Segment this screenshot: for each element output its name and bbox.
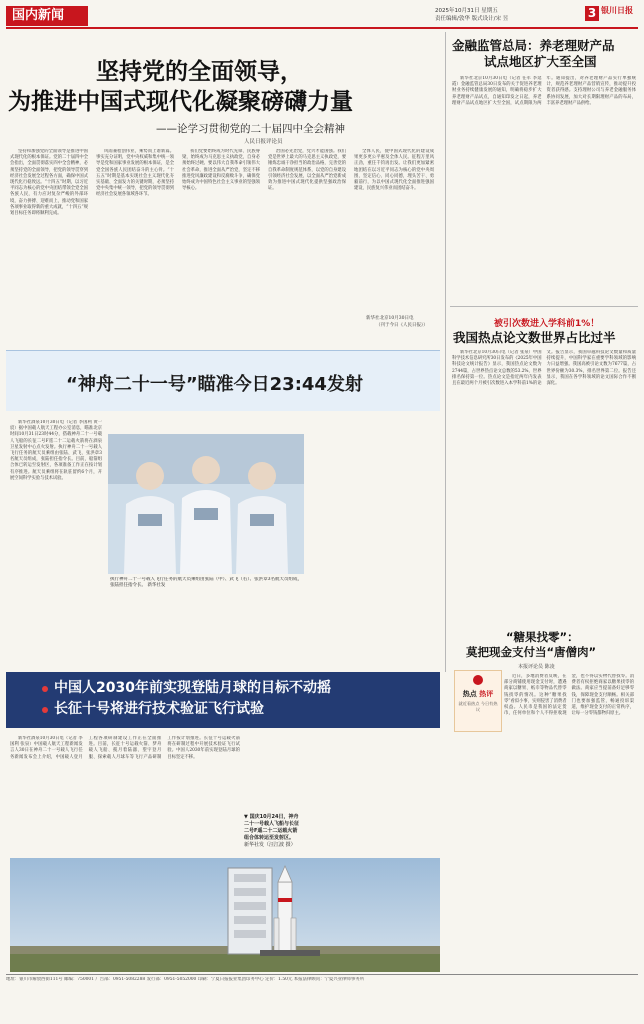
commentary-title-line2: 莫把现金支付当“唐僧肉” [466, 645, 597, 659]
finance-body: 新华社北京10月30日电（记者 任军 李延霞）金融监管总局30日发布的关于促进养老理财业务持续健康发展的通知，明确将稳步扩大养老理财产品试点，自通知印发之日起，养老理财产品试点地区扩大至全国，试点期限为两年。通知提出，对养老理财产品实行单独统计，规范养老理财产品营销宣传，推动提升投资者获得感。支持理财公司与养老金融服务体系协同发展，加大对长期限理财产品的布局，丰富养老理财产品供给。 [452, 76, 636, 106]
moon-photo-caption: ▼ 国庆10月24日，神舟二十一号载人飞船与长征二号F遥二十二运载火箭组合体转运至发射区。 新华社发（汪江波 摄） [244, 814, 300, 848]
issue-date: 2025年10月31日 星期五 [435, 8, 498, 14]
column-divider [445, 32, 446, 672]
brand-logo: 银川日报 [601, 5, 633, 15]
header-rule [6, 27, 638, 29]
moon-body-right [244, 736, 302, 816]
moon-body: 新华社酒泉10月30日电（记者 李国利 张泉）中国载人航天工程新闻发言人30日在神舟二十一号载人飞行任务新闻发布会上介绍，中国载人登月工程各项研制建设工作正在全面推进。目前，长征十号运载火箭、梦舟载人飞船、揽月着陆器、望宇登月服、探索载人月球车等飞行产品研制工作按计划推进。长征十号运载火箭将在研制过程中开展技术验证飞行试验。中国人2030年前实现登陆月球的目标坚定不移。 [10, 736, 240, 760]
bullet-icon [42, 686, 48, 692]
lead-col-3: 我们党要始终成为时代先锋、民族脊梁，始终成为马克思主义执政党，自身必须始终过硬。要以伟大自我革命引领伟大社会革命，推进全面从严治党，坚定不移推进党风廉政建设和反腐败斗争，确保党始终成为中国特色社会主义事业的坚强领导核心。 [182, 149, 260, 192]
lead-col-1: 坚持和加强党的全面领导是推进中国式现代化的根本保证。党的二十届四中全会指出，全面贯彻落实四中全会精神，必须坚持党的全面领导，把党的领导贯穿到经济社会发展全过程各方面，确保中国式现代化行稳致远。“十四五”时期，以习近平同志为核心的党中央团结带领全党全国各族人民，有力应对复杂严峻的外部环境，奋力拼搏、迎难而上，推动党和国家各项事业取得新的重大成就，“十四五”规划目标任务即将顺利完成。 [10, 149, 88, 217]
citation-body: 新华社北京10月30日电（记者 张泉）中国科学技术信息研究所30日发布的《2025年中国科技论文统计报告》显示，我国热点论文数为2744篇，占世界热点论文总数的53.2%，世界排名保持第一位。热点论文是指近两年内发表且在最近两个月被引次数进入本学科前1%的论文。报告显示，我国卓越科技论文数量和质量持续提升，中国科学家在重要学科领域的影响力日益增强。我国高被引论文数为7677篇，占世界份额为30.3%，排名世界第二位。报告还显示，我国在各学科领域的论文国际合作不断深化。 [452, 350, 636, 387]
shenzhou-caption-src: 新华社发 [147, 583, 166, 589]
commentary-body: 近日，多地消费者反映，在部分商铺使用现金支付时，遭遇商家以糖果、纸巾等物品代替零钱找零的情况。这种“糖果找零”看似小事，实则侵害了消费者权益。人民币是我国的法定货币，任何单位和个人不得拒收现金，也不得以实物代替找零。消费者有权拒绝商家以糖果找零的做法。商家应当提前备好足够零钱，保障现金支付顺畅。相关部门也要加强监管，畅通投诉渠道，维护现金支付的正常秩序，让每一分零钱都物归原主。 [504, 674, 634, 717]
finance-article [450, 32, 638, 304]
moon-body-right2 [306, 736, 436, 806]
moon-article [6, 672, 440, 972]
launch-tower [228, 868, 272, 954]
hot-badge-sub: 就近看热点 今日有热议 [458, 701, 498, 712]
lead-source2: （刊于今日《人民日报》） [376, 323, 428, 328]
bullet-icon [42, 707, 48, 713]
launch-pad-photo [10, 858, 440, 972]
finance-rule [450, 306, 638, 307]
commentary-article [450, 618, 638, 972]
citation-kicker: 被引次数进入学科前1%！ [494, 319, 600, 329]
editors-line: 责任编辑/敦华 版式设计/宋 昱 [435, 15, 509, 22]
lead-source: 新华社北京10月30日电 [366, 316, 414, 321]
commentary-title-line1: “糖果找零”： [506, 630, 579, 644]
hot-badge-label: 热点 热评 [462, 690, 494, 698]
moon-title-line1: 中国人2030年前实现登陆月球的目标不动摇 [54, 680, 331, 696]
lead-article [6, 32, 440, 332]
citation-article [450, 308, 638, 618]
hot-topic-badge [454, 670, 502, 732]
finance-title-line2: 试点地区扩大至全国 [484, 54, 597, 69]
header-meta [435, 8, 585, 23]
lead-col-5: 全体人民，使中国式现代化的建设成果更多更公平惠及全体人民。征程万里风正劲，重任千钧再出发。让我们更加紧密地团结在以习近平同志为核心的党中央周围，坚定信心、同心同德，埋头苦干、勇毅前行，为以中国式现代化全面推进强国建设、民族复兴伟业而团结奋斗。 [354, 149, 434, 192]
lead-col-2: 风雨兼程创伟业，乘势而上谱新篇。事实充分证明，党中央权威和集中统一领导是党和国家事业发展的根本保证，是全党全国各族人民团结奋斗的主心骨。“十五五”时期是基本实现社会主义现代化夯实基础、全面发力的关键时期，必须坚持党中央集中统一领导，把党的领导贯彻到经济社会发展各领域各环节。 [96, 149, 174, 198]
lead-col-4: 治国必先治党，党兴才能国强。我们党是世界上最大的马克思主义执政党，要锤炼忠诚干净担当的政治品格，完善党的自我革命制度规范体系，以党的自身建设引领经济社会发展，以全面从严治党新成效为推进中国式现代化提供坚强政治保证。 [268, 149, 346, 192]
moon-title-line2: 长征十号将进行技术验证飞行试验 [54, 701, 264, 717]
shenzhou-body-right [308, 420, 436, 670]
shenzhou-body: 新华社酒泉10月30日电（记者 李国利 黄一宸）据中国载人航天工程办公室消息，瞄准北京时间10月31日23时44分，搭载神舟二十一号载人飞船的长征二号F遥二十二运载火箭将在酒泉卫星发射中心点火发射。执行神舟二十一号载人飞行任务的航天员乘组由张陆、武飞、张洪章3名航天员组成，张陆担任指令长。目前，船箭组合体已转运至发射区，各项准备工作正在按计划有序推进。航天员乘组将在轨驻留约6个月，开展空间科学实验与技术试验。 [10, 420, 102, 481]
citation-title: 我国热点论文数世界占比过半 [453, 330, 616, 345]
lead-title-line1: 坚持党的全面领导， [96, 59, 303, 85]
moon-photo-src: 新华社发（汪江波 摄） [244, 842, 296, 848]
astronaut-photo [108, 434, 304, 574]
lead-title-line2: 为推进中国式现代化凝聚磅礴力量 [8, 89, 353, 115]
commentary-byline: 本报评论员 陈凌 [518, 664, 555, 670]
shenzhou-article [6, 350, 440, 670]
lead-byline: 人民日报评论员 [244, 139, 283, 145]
footer-rule [6, 974, 638, 975]
shenzhou-caption: 执行神舟二十一号载人飞行任务的航天员乘组由张陆（中）、武飞（右）、张洪章3名航天员组成，张陆担任指令长。 新华社发 [110, 577, 302, 589]
shenzhou-title: “神舟二十一号”瞄准今日23:44发射 [66, 374, 363, 395]
lead-subtitle: ——论学习贯彻党的二十届四中全会精神 [156, 123, 345, 135]
hot-dot-icon [473, 675, 483, 685]
shenzhou-body-cont [110, 602, 300, 668]
page-number: 3 [585, 6, 599, 21]
footer-text: 地址：银川市解放西街111号 邮编：750001 广告部：0951-5082288 发行部：0951-5052000 印刷：宁夏日报报业集团印务中心 定价：1.50元 本报法律顾问：宁夏兴业律师事务所 [6, 977, 364, 982]
section-label: 国内新闻 [6, 6, 88, 26]
finance-title-line1: 金融监管总局：养老理财产品 [452, 38, 615, 53]
